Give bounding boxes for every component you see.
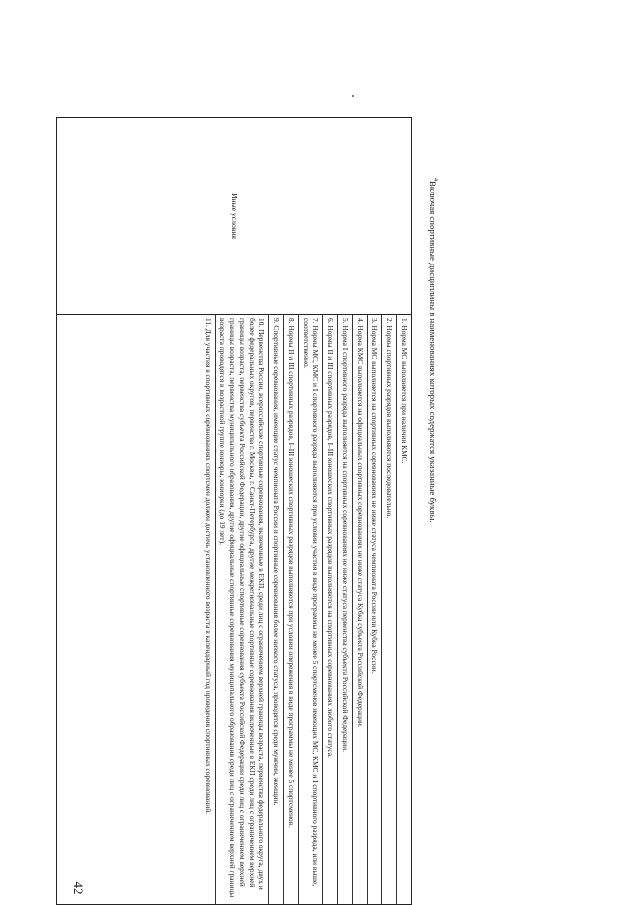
page-number: 42 <box>71 881 86 895</box>
condition-row: 6. Нормы II и III спортивных разрядов, I–III юношеских спортивных разрядов выполняются на спортивных соревнованиях любого статуса. <box>322 315 337 904</box>
table-label-cell <box>57 118 411 315</box>
condition-row: 10. Первенства России, всероссийские спортивные соревнования, включенные в ЕКП, среди лиц с ограничением верхней границы возраста, первенства федерального округа, двух и более федеральных округов, первенства г. Москвы, г. Санкт-Петербурга, другие межрегиональные спортивные соревнования включенные в ЕКП среди лиц с ограничением верхней границы возраста, первенства субъекта Российской Федерации, другие официальные спортивные соревнования субъекта Российской Федерации среди лиц с ограничением верхней границы возраста, первенства муниципального образования, другие официальные спортивные соревнования муниципального образования среди лиц с ограничением верхней границы возраста проводятся в возрастной группе юниоры, юниорки (до 19 лет). <box>215 315 269 904</box>
condition-row: 11. Для участия в спортивных соревнованиях спортсмен должен достичь установленного возраста в календарный год проведения спортивных соревнований. <box>203 318 213 815</box>
condition-row: 5. Норма I спортивного разряда выполняется на спортивных соревнованиях не ниже статуса первенства субъекта Российской Федерации. <box>337 315 352 904</box>
condition-row: 9. Спортивные соревнования, имеющие статус чемпионата России и спортивные соревнования более низкого статуса, проводятся среди мужчин, женщин. <box>268 315 283 904</box>
condition-row: 2. Нормы спортивных разрядов выполняются последовательно. <box>381 315 396 904</box>
condition-row: 4. Норма КМС выполняется на официальных спортивных соревнованиях не ниже статуса Кубка субъекта Российской Федерации. <box>352 315 367 904</box>
condition-row: 3. Норма МС выполняется на спортивных соревнованиях не ниже статуса чемпионата России или Кубка России. <box>367 315 382 904</box>
conditions-table <box>56 117 412 905</box>
conditions-column <box>57 315 411 904</box>
table-label: Иные условия <box>230 193 240 239</box>
footnote-text: Включая спортивные дисциплины в наименованиях которых содержатся указанные буквы. <box>428 181 438 523</box>
footnote-marker: 4 <box>431 178 438 181</box>
condition-row: 8. Нормы II и III спортивных разрядов, I–III юношеских спортивных разрядов выполняются при условии опережения в виде программы не менее 5 спортсменов. <box>283 315 298 904</box>
condition-row: 7. Нормы МС, КМС и I спортивного разряда выполняются при условии участия в виде программы не менее 5 спортсменов имеющих МС, КМС и I спортивного разряда, или выше, соответственно. <box>298 315 323 904</box>
footnote <box>428 178 438 898</box>
scan-speck <box>352 95 354 97</box>
condition-row: 1. Норма МС выполняется при наличии КМС. <box>396 315 411 904</box>
